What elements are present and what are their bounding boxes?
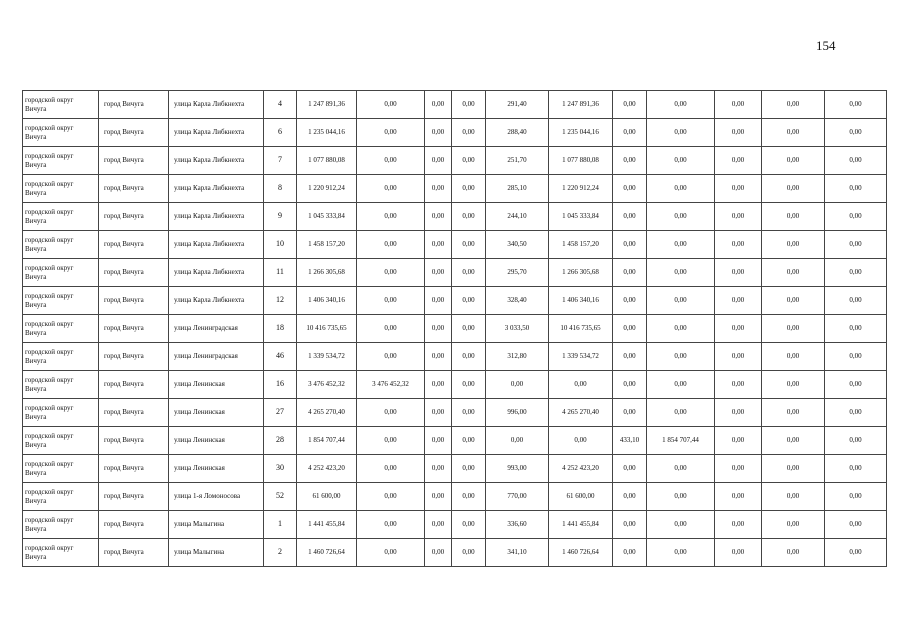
table-cell: 0,00 <box>762 259 825 287</box>
table-cell: город Вичуга <box>99 399 169 427</box>
table-cell: 0,00 <box>357 175 425 203</box>
table-row <box>23 203 887 231</box>
table-cell: 0,00 <box>357 483 425 511</box>
table-cell: 0,00 <box>613 511 647 539</box>
table-cell: 0,00 <box>425 483 452 511</box>
table-cell: 0,00 <box>452 119 486 147</box>
table-cell: городской округ Вичуга <box>23 119 99 147</box>
table-cell: 0,00 <box>549 427 613 455</box>
table-cell: 0,00 <box>647 371 715 399</box>
table-cell: 0,00 <box>425 539 452 567</box>
table-cell: 8 <box>264 175 297 203</box>
table-cell: 0,00 <box>452 231 486 259</box>
table-cell: 0,00 <box>647 259 715 287</box>
table-cell: 0,00 <box>762 231 825 259</box>
table-cell: город Вичуга <box>99 315 169 343</box>
table-cell: 0,00 <box>452 147 486 175</box>
table-cell: улица Карла Либкнехта <box>169 231 264 259</box>
table-cell: 0,00 <box>425 91 452 119</box>
table-cell: городской округ Вичуга <box>23 315 99 343</box>
table-cell: 251,70 <box>486 147 549 175</box>
table-cell: 3 033,50 <box>486 315 549 343</box>
table-cell: улица Малыгина <box>169 539 264 567</box>
table-cell: улица Карла Либкнехта <box>169 119 264 147</box>
table-cell: город Вичуга <box>99 287 169 315</box>
table-cell: 0,00 <box>425 259 452 287</box>
table-row <box>23 287 887 315</box>
table-row <box>23 539 887 567</box>
table-cell: 0,00 <box>715 259 762 287</box>
table-cell: 1 077 880,08 <box>297 147 357 175</box>
table-cell: 0,00 <box>425 371 452 399</box>
table-cell: 1 854 707,44 <box>647 427 715 455</box>
table-cell: 0,00 <box>715 399 762 427</box>
table-cell: город Вичуга <box>99 483 169 511</box>
table-cell: 341,10 <box>486 539 549 567</box>
table-cell: городской округ Вичуга <box>23 231 99 259</box>
table-cell: 0,00 <box>647 203 715 231</box>
table-cell: 0,00 <box>425 427 452 455</box>
table-cell: 0,00 <box>715 483 762 511</box>
table-cell: городской округ Вичуга <box>23 483 99 511</box>
table-cell: 291,40 <box>486 91 549 119</box>
table-cell: 0,00 <box>762 371 825 399</box>
table-cell: 3 476 452,32 <box>357 371 425 399</box>
table-cell: 0,00 <box>357 119 425 147</box>
table-row <box>23 91 887 119</box>
table-cell: 0,00 <box>825 91 887 119</box>
table-cell: 285,10 <box>486 175 549 203</box>
data-table <box>22 90 887 567</box>
table-cell: 0,00 <box>613 203 647 231</box>
table-row <box>23 427 887 455</box>
table-cell: 0,00 <box>762 315 825 343</box>
table-cell: 1 235 044,16 <box>549 119 613 147</box>
table-cell: городской округ Вичуга <box>23 511 99 539</box>
table-cell: 0,00 <box>452 539 486 567</box>
table-cell: 0,00 <box>357 455 425 483</box>
table-cell: 0,00 <box>613 231 647 259</box>
table-cell: 0,00 <box>715 455 762 483</box>
table-cell: 312,80 <box>486 343 549 371</box>
table-cell: 0,00 <box>425 147 452 175</box>
table-cell: 28 <box>264 427 297 455</box>
table-cell: 0,00 <box>647 539 715 567</box>
table-cell: 0,00 <box>613 539 647 567</box>
table-cell: 1 266 305,68 <box>549 259 613 287</box>
table-cell: 0,00 <box>762 539 825 567</box>
table-cell: городской округ Вичуга <box>23 427 99 455</box>
table-cell: 0,00 <box>762 427 825 455</box>
table-cell: 1 045 333,84 <box>549 203 613 231</box>
table-cell: городской округ Вичуга <box>23 455 99 483</box>
table-cell: улица Ленинская <box>169 455 264 483</box>
table-cell: городской округ Вичуга <box>23 203 99 231</box>
table-cell: улица Ленинская <box>169 371 264 399</box>
table-cell: 7 <box>264 147 297 175</box>
table-cell: 0,00 <box>613 147 647 175</box>
table-cell: 0,00 <box>647 287 715 315</box>
table-cell: улица 1-я Ломоносова <box>169 483 264 511</box>
table-cell: 0,00 <box>425 231 452 259</box>
table-cell: 0,00 <box>452 175 486 203</box>
table-cell: улица Ленинградская <box>169 343 264 371</box>
table-cell: 6 <box>264 119 297 147</box>
table-cell: 0,00 <box>715 343 762 371</box>
table-cell: 0,00 <box>357 343 425 371</box>
table-cell: 0,00 <box>452 371 486 399</box>
table-cell: 1 339 534,72 <box>297 343 357 371</box>
table-row <box>23 483 887 511</box>
table-row <box>23 455 887 483</box>
table-row <box>23 147 887 175</box>
table-cell: 0,00 <box>762 203 825 231</box>
table-cell: 0,00 <box>825 343 887 371</box>
table-cell: 0,00 <box>425 455 452 483</box>
table-cell: 0,00 <box>613 483 647 511</box>
table-cell: 0,00 <box>613 175 647 203</box>
table-cell: 0,00 <box>647 119 715 147</box>
table-cell: улица Карла Либкнехта <box>169 203 264 231</box>
table-row <box>23 315 887 343</box>
table-cell: 0,00 <box>715 511 762 539</box>
table-cell: 0,00 <box>425 511 452 539</box>
table-row <box>23 511 887 539</box>
table-cell: город Вичуга <box>99 343 169 371</box>
table-cell: 295,70 <box>486 259 549 287</box>
table-cell: 0,00 <box>647 399 715 427</box>
table-row <box>23 231 887 259</box>
table-row <box>23 399 887 427</box>
table-cell: 0,00 <box>825 539 887 567</box>
table-cell: 1 854 707,44 <box>297 427 357 455</box>
table-cell: 993,00 <box>486 455 549 483</box>
table-cell: 0,00 <box>357 203 425 231</box>
table-cell: 0,00 <box>647 175 715 203</box>
table-cell: 0,00 <box>762 287 825 315</box>
table-cell: 61 600,00 <box>297 483 357 511</box>
table-cell: 1 406 340,16 <box>297 287 357 315</box>
table-cell: 16 <box>264 371 297 399</box>
table-cell: 0,00 <box>357 231 425 259</box>
table-cell: городской округ Вичуга <box>23 175 99 203</box>
table-cell: 0,00 <box>762 91 825 119</box>
table-cell: 1 <box>264 511 297 539</box>
table-cell: 0,00 <box>825 119 887 147</box>
table-cell: городской округ Вичуга <box>23 399 99 427</box>
table-cell: 4 252 423,20 <box>297 455 357 483</box>
table-cell: 0,00 <box>613 315 647 343</box>
table-cell: 0,00 <box>762 511 825 539</box>
table-cell: 0,00 <box>762 343 825 371</box>
table-cell: 4 252 423,20 <box>549 455 613 483</box>
table-cell: 0,00 <box>452 399 486 427</box>
table-cell: 4 265 270,40 <box>297 399 357 427</box>
table-cell: 11 <box>264 259 297 287</box>
table-cell: город Вичуга <box>99 231 169 259</box>
table-cell: улица Ленинская <box>169 399 264 427</box>
table-body <box>23 91 887 567</box>
table-cell: улица Карла Либкнехта <box>169 147 264 175</box>
table-cell: 770,00 <box>486 483 549 511</box>
table-cell: 0,00 <box>762 147 825 175</box>
table-cell: 0,00 <box>715 539 762 567</box>
table-cell: 0,00 <box>715 231 762 259</box>
table-cell: городской округ Вичуга <box>23 371 99 399</box>
table-cell: 0,00 <box>825 175 887 203</box>
table-cell: 0,00 <box>825 259 887 287</box>
table-cell: 1 077 880,08 <box>549 147 613 175</box>
table-cell: город Вичуга <box>99 511 169 539</box>
table-cell: 0,00 <box>357 511 425 539</box>
table-cell: 1 266 305,68 <box>297 259 357 287</box>
table-row <box>23 175 887 203</box>
table-cell: 0,00 <box>825 203 887 231</box>
table-cell: 18 <box>264 315 297 343</box>
table-cell: городской округ Вичуга <box>23 287 99 315</box>
table-cell: 1 339 534,72 <box>549 343 613 371</box>
table-cell: 0,00 <box>647 231 715 259</box>
table-cell: 0,00 <box>825 371 887 399</box>
table-cell: 9 <box>264 203 297 231</box>
table-cell: 0,00 <box>762 399 825 427</box>
table-cell: 0,00 <box>762 483 825 511</box>
table-cell: городской округ Вичуга <box>23 343 99 371</box>
page-number: 154 <box>816 38 836 53</box>
table-cell: 10 416 735,65 <box>549 315 613 343</box>
table-cell: 0,00 <box>425 175 452 203</box>
table-cell: 0,00 <box>549 371 613 399</box>
table-cell: 0,00 <box>825 455 887 483</box>
table-cell: 0,00 <box>452 343 486 371</box>
table-cell: 0,00 <box>613 399 647 427</box>
table-cell: город Вичуга <box>99 539 169 567</box>
table-cell: 0,00 <box>425 399 452 427</box>
table-cell: 0,00 <box>452 203 486 231</box>
table-cell: 0,00 <box>825 483 887 511</box>
table-cell: 0,00 <box>357 427 425 455</box>
table-cell: 0,00 <box>825 315 887 343</box>
table-cell: 0,00 <box>486 427 549 455</box>
table-cell: 0,00 <box>647 91 715 119</box>
table-cell: 0,00 <box>715 147 762 175</box>
table-cell: 0,00 <box>613 119 647 147</box>
table-cell: 0,00 <box>357 287 425 315</box>
table-cell: 0,00 <box>647 455 715 483</box>
table-cell: 0,00 <box>647 343 715 371</box>
table-cell: 0,00 <box>762 175 825 203</box>
table-cell: 4 265 270,40 <box>549 399 613 427</box>
table-cell: 46 <box>264 343 297 371</box>
table-cell: 0,00 <box>357 399 425 427</box>
table-cell: город Вичуга <box>99 203 169 231</box>
table-cell: 0,00 <box>613 371 647 399</box>
table-cell: 996,00 <box>486 399 549 427</box>
table-cell: 3 476 452,32 <box>297 371 357 399</box>
table-cell: 0,00 <box>613 455 647 483</box>
table-cell: город Вичуга <box>99 175 169 203</box>
table-cell: 0,00 <box>425 343 452 371</box>
table-cell: 0,00 <box>715 91 762 119</box>
table-cell: 1 406 340,16 <box>549 287 613 315</box>
table-cell: городской округ Вичуга <box>23 539 99 567</box>
table-cell: 0,00 <box>715 287 762 315</box>
table-cell: 0,00 <box>762 119 825 147</box>
table-cell: 0,00 <box>647 147 715 175</box>
table-cell: 10 <box>264 231 297 259</box>
table-cell: улица Карла Либкнехта <box>169 259 264 287</box>
table-row <box>23 371 887 399</box>
table-cell: 30 <box>264 455 297 483</box>
table-cell: 0,00 <box>452 91 486 119</box>
table-cell: 0,00 <box>825 147 887 175</box>
table-cell: 61 600,00 <box>549 483 613 511</box>
table-cell: город Вичуга <box>99 455 169 483</box>
table-cell: 0,00 <box>647 483 715 511</box>
table-row <box>23 259 887 287</box>
table-cell: 1 458 157,20 <box>297 231 357 259</box>
table-cell: 1 441 455,84 <box>549 511 613 539</box>
table-cell: 0,00 <box>452 259 486 287</box>
table-cell: улица Карла Либкнехта <box>169 287 264 315</box>
table-cell: 0,00 <box>452 315 486 343</box>
table-cell: улица Ленинградская <box>169 315 264 343</box>
table-cell: 0,00 <box>425 287 452 315</box>
table-cell: 0,00 <box>452 511 486 539</box>
table-cell: 0,00 <box>825 231 887 259</box>
table-row <box>23 119 887 147</box>
table-cell: 0,00 <box>357 91 425 119</box>
table-cell: 0,00 <box>425 315 452 343</box>
table-cell: 1 220 912,24 <box>549 175 613 203</box>
table-cell: город Вичуга <box>99 259 169 287</box>
table-cell: 0,00 <box>825 287 887 315</box>
table-cell: 0,00 <box>613 343 647 371</box>
table-cell: 0,00 <box>425 203 452 231</box>
table-cell: 0,00 <box>825 427 887 455</box>
table-cell: 336,60 <box>486 511 549 539</box>
table-cell: улица Малыгина <box>169 511 264 539</box>
table-cell: 52 <box>264 483 297 511</box>
table-cell: 0,00 <box>715 203 762 231</box>
table-cell: 0,00 <box>452 427 486 455</box>
table-cell: 0,00 <box>452 455 486 483</box>
table-cell: 10 416 735,65 <box>297 315 357 343</box>
table-cell: 0,00 <box>425 119 452 147</box>
table-cell: 1 247 891,36 <box>549 91 613 119</box>
table-cell: 1 458 157,20 <box>549 231 613 259</box>
table-cell: 4 <box>264 91 297 119</box>
table-cell: 0,00 <box>715 371 762 399</box>
table-cell: 0,00 <box>825 511 887 539</box>
table-cell: 2 <box>264 539 297 567</box>
table-cell: город Вичуга <box>99 91 169 119</box>
table-row <box>23 343 887 371</box>
table-cell: 0,00 <box>762 455 825 483</box>
table-cell: 0,00 <box>452 483 486 511</box>
table-cell: 0,00 <box>613 91 647 119</box>
table-cell: городской округ Вичуга <box>23 259 99 287</box>
table-cell: улица Карла Либкнехта <box>169 91 264 119</box>
table-cell: 328,40 <box>486 287 549 315</box>
table-cell: 1 235 044,16 <box>297 119 357 147</box>
table-cell: 0,00 <box>715 315 762 343</box>
table-cell: 1 247 891,36 <box>297 91 357 119</box>
table-cell: 1 460 726,64 <box>549 539 613 567</box>
table-cell: улица Карла Либкнехта <box>169 175 264 203</box>
table-cell: город Вичуга <box>99 119 169 147</box>
table-cell: 0,00 <box>357 147 425 175</box>
table-cell: 1 460 726,64 <box>297 539 357 567</box>
table-cell: 0,00 <box>613 259 647 287</box>
table-cell: 0,00 <box>486 371 549 399</box>
table-cell: 27 <box>264 399 297 427</box>
table-cell: 0,00 <box>715 175 762 203</box>
table-cell: город Вичуга <box>99 371 169 399</box>
table-cell: 1 220 912,24 <box>297 175 357 203</box>
table-cell: город Вичуга <box>99 147 169 175</box>
table-cell: 0,00 <box>825 399 887 427</box>
table-cell: 0,00 <box>715 119 762 147</box>
table-cell: улица Ленинская <box>169 427 264 455</box>
table-cell: 0,00 <box>357 259 425 287</box>
table-cell: 0,00 <box>647 511 715 539</box>
table-cell: 0,00 <box>647 315 715 343</box>
table-cell: 12 <box>264 287 297 315</box>
table-cell: 288,40 <box>486 119 549 147</box>
table-cell: 0,00 <box>613 287 647 315</box>
table-cell: 0,00 <box>452 287 486 315</box>
table-cell: город Вичуга <box>99 427 169 455</box>
table-cell: 244,10 <box>486 203 549 231</box>
table-cell: городской округ Вичуга <box>23 147 99 175</box>
table-cell: 1 045 333,84 <box>297 203 357 231</box>
table-cell: 340,50 <box>486 231 549 259</box>
table-cell: городской округ Вичуга <box>23 91 99 119</box>
table-cell: 0,00 <box>357 539 425 567</box>
table-cell: 0,00 <box>357 315 425 343</box>
table-cell: 433,10 <box>613 427 647 455</box>
table-cell: 0,00 <box>715 427 762 455</box>
table-cell: 1 441 455,84 <box>297 511 357 539</box>
